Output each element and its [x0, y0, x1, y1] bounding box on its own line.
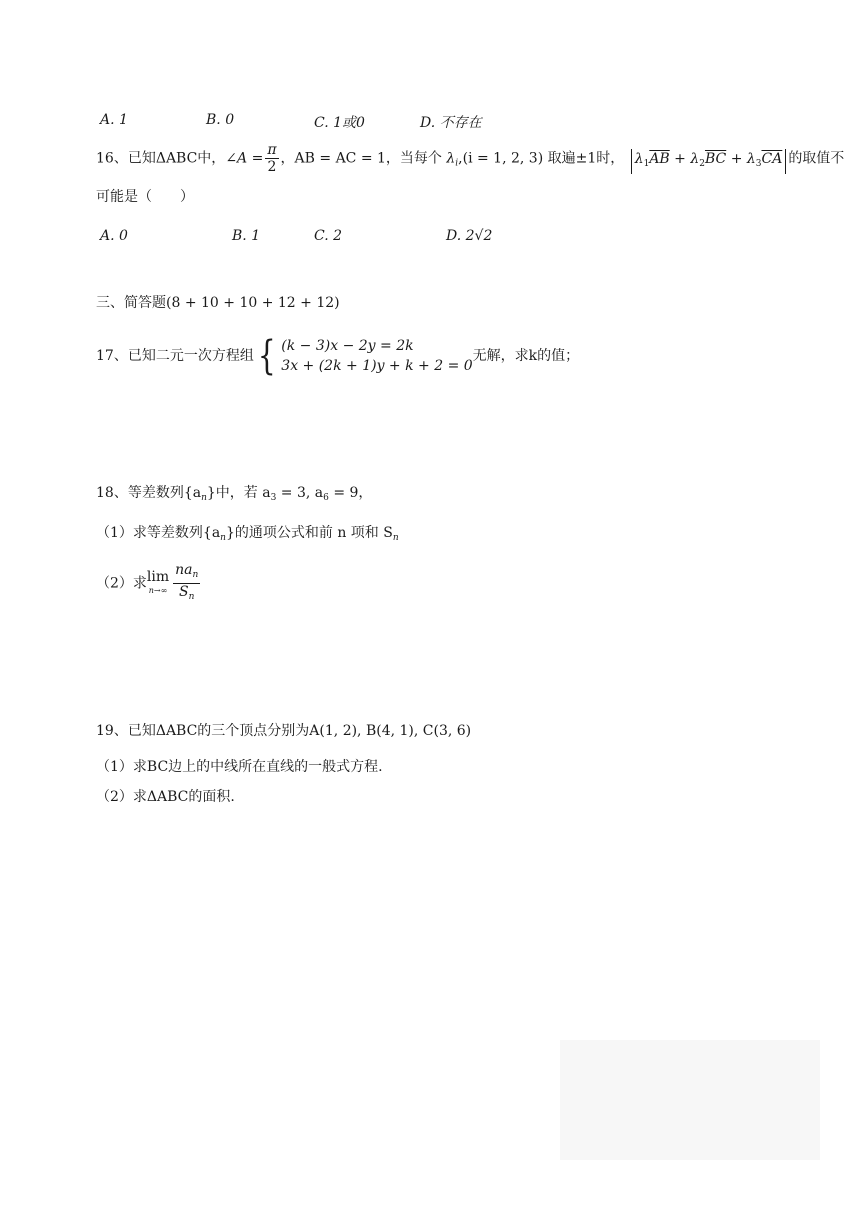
q16-stem-part2: ，AB = AC = 1，当每个: [280, 150, 442, 167]
q16-option-a: A. 0: [100, 228, 128, 244]
scan-shade-right: [560, 1040, 820, 1160]
q18-stem-sub: n: [201, 493, 207, 503]
q16-option-d: D. 2√2: [446, 228, 493, 244]
q18-den-text: S: [179, 584, 189, 600]
q16-frac-den: 2: [267, 159, 277, 175]
q16-angle: ∠A =: [225, 150, 264, 167]
q15-option-c: C. 1或0: [314, 115, 365, 131]
q16-s1: 1: [643, 158, 650, 169]
q17-equation-system: [254, 333, 473, 379]
vector-bc: $\overline{BC}$: [704, 150, 727, 167]
q18-num-sub: n: [192, 570, 199, 580]
q18-a6-val: = 9，: [328, 485, 373, 501]
q16-fraction: [265, 142, 278, 175]
q18-part2-pre: （2）求: [96, 575, 147, 592]
q18-a6-sub: 6: [323, 493, 329, 503]
q19-number: 19、: [96, 723, 128, 739]
q18-stem-part1: 等差数列{a: [127, 485, 202, 501]
q16-range: ,(i = 1, 2, 3) 取遍±1时，: [458, 150, 625, 167]
q16-s3: 3: [755, 158, 762, 169]
q19-stem-text: 已知ΔABC的三个顶点分别为A(1, 2), B(4, 1), C(3, 6): [127, 723, 472, 739]
left-brace-icon: {: [257, 333, 276, 379]
q18-a3-val: = 3, a: [276, 485, 324, 501]
q18-den-sub: n: [188, 592, 195, 602]
q18-part2: [96, 562, 202, 605]
q19-part2: （2）求ΔABC的面积.: [96, 789, 235, 805]
q18-part1-sn-sub: n: [392, 533, 399, 543]
q16-stem-part3: 的取值不: [788, 150, 845, 167]
q18-stem: [96, 482, 372, 509]
q15-option-d: D. 不存在: [420, 115, 482, 131]
q18-lim-under: n→∞: [148, 585, 168, 595]
q16-stem-line1: [96, 142, 844, 175]
q18-fraction: [173, 562, 200, 605]
q16-option-b: B. 1: [232, 228, 261, 244]
q18-stem-part2: }中，若 a: [206, 485, 271, 501]
q16-s2: 2: [699, 158, 705, 169]
q16-l2: + λ: [674, 150, 700, 167]
q16-lambda-index: i: [455, 158, 459, 169]
q19-stem: [96, 720, 471, 742]
q16-l3: + λ: [730, 150, 756, 167]
q18-part1-pre: （1）求等差数列{a: [96, 525, 221, 541]
q16-l1: λ: [634, 150, 644, 167]
q18-lim-word: lim: [146, 568, 170, 585]
q16-option-c: C. 2: [314, 228, 343, 244]
q17-equation-2: 3x + (2k + 1)y + k + 2 = 0: [281, 358, 473, 374]
q18-num-text: na: [175, 562, 193, 578]
q17-number: 17、: [96, 348, 128, 364]
vector-ca: $\overline{CA}$: [761, 150, 783, 167]
q19-part1: （1）求BC边上的中线所在直线的一般式方程.: [96, 759, 383, 775]
q18-frac-num: [173, 562, 200, 584]
q16-stem-line2: 可能是（ ）: [96, 189, 194, 205]
q16-frac-num: π: [267, 142, 277, 158]
q18-frac-den: [177, 584, 196, 605]
q15-option-b: B. 0: [206, 112, 235, 128]
q16-vector-abs: [631, 149, 787, 174]
q17-stem-part1: 已知二元一次方程组: [127, 348, 254, 364]
q16-lambda: λ: [446, 150, 456, 167]
q16-stem-part1: 已知ΔABC中，: [127, 150, 226, 167]
q16-number: 16、: [96, 150, 128, 167]
q18-part1-post: }的通项公式和前 n 项和 S: [225, 525, 393, 541]
q18-limit: [147, 570, 169, 598]
q17-line: [96, 334, 579, 378]
q15-option-a: A. 1: [100, 112, 128, 128]
q18-a3-sub: 3: [270, 493, 277, 503]
section3-title: 三、简答题(8 + 10 + 10 + 12 + 12): [96, 295, 340, 311]
q18-part1: [96, 522, 399, 549]
q18-part1-sub: n: [220, 533, 226, 543]
q17-stem-part2: 无解，求k的值；: [472, 348, 580, 364]
q18-number: 18、: [96, 485, 128, 501]
q17-equation-1: (k − 3)x − 2y = 2k: [281, 338, 414, 354]
vector-ab: $\overline{AB}$: [649, 150, 670, 167]
